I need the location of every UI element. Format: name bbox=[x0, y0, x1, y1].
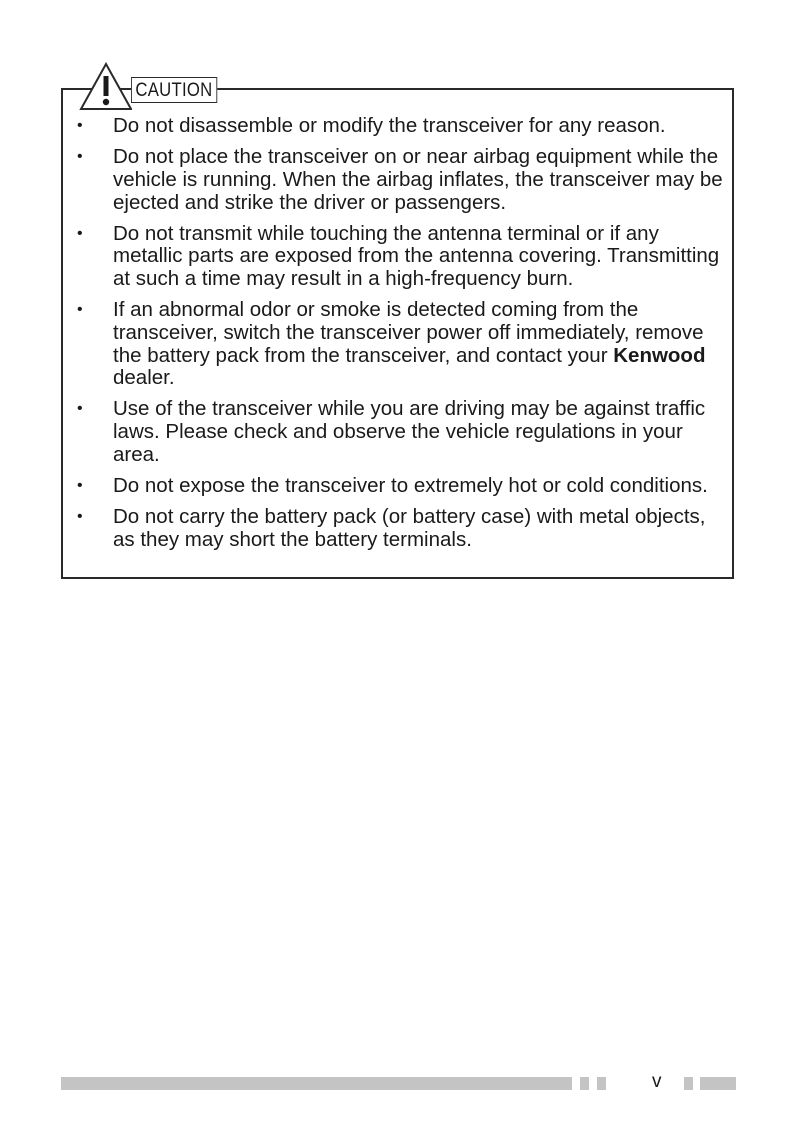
footer-square bbox=[580, 1077, 589, 1090]
page-number: v bbox=[652, 1071, 662, 1092]
list-item bbox=[74, 299, 724, 390]
footer-square bbox=[684, 1077, 693, 1090]
list-item bbox=[74, 223, 724, 291]
item-text bbox=[113, 298, 705, 389]
bullet: • bbox=[77, 301, 83, 319]
bullet: • bbox=[77, 400, 83, 418]
list-item bbox=[74, 115, 724, 138]
item-text-after: dealer. bbox=[113, 366, 175, 390]
bullet: • bbox=[77, 224, 83, 242]
bullet: • bbox=[77, 148, 83, 166]
item-text: Do not disassemble or modify the transceiver for any reason. bbox=[113, 114, 666, 137]
caution-header bbox=[72, 62, 222, 112]
caution-list bbox=[74, 115, 724, 560]
item-text: Do not place the transceiver on or near airbag equipment while the vehicle is running. When the airbag inflates, the transceiver may be ejected and strike the driver or passengers. bbox=[113, 145, 723, 214]
bullet: • bbox=[77, 117, 83, 134]
item-text: Do not carry the battery pack (or battery case) with metal objects, as they may short the battery terminals. bbox=[113, 504, 706, 551]
bullet: • bbox=[77, 476, 83, 494]
page-footer bbox=[0, 1060, 795, 1100]
item-text-before: If an abnormal odor or smoke is detected coming from the transceiver, switch the transceiver power off immediately, remove the battery pack from the transceiver, and contact your bbox=[113, 298, 704, 367]
item-text: Use of the transceiver while you are driving may be against traffic laws. Please check and observe the vehicle regulations in your area. bbox=[113, 397, 706, 466]
item-text: Do not expose the transceiver to extremely hot or cold conditions. bbox=[113, 473, 708, 497]
warning-triangle-icon bbox=[72, 62, 132, 112]
footer-bar bbox=[61, 1077, 572, 1090]
list-item bbox=[74, 506, 724, 551]
item-text: Do not transmit while touching the antenna terminal or if any metallic parts are exposed from the antenna covering. Transmitting at such a time may result in a high-frequency burn. bbox=[113, 221, 720, 290]
footer-bar-right bbox=[700, 1077, 736, 1090]
caution-label: CAUTION bbox=[131, 77, 217, 103]
list-item bbox=[74, 398, 724, 466]
footer-square bbox=[597, 1077, 606, 1090]
bullet: • bbox=[77, 507, 83, 525]
brand-name: Kenwood bbox=[613, 343, 706, 367]
list-item bbox=[74, 146, 724, 214]
list-item bbox=[74, 475, 724, 498]
